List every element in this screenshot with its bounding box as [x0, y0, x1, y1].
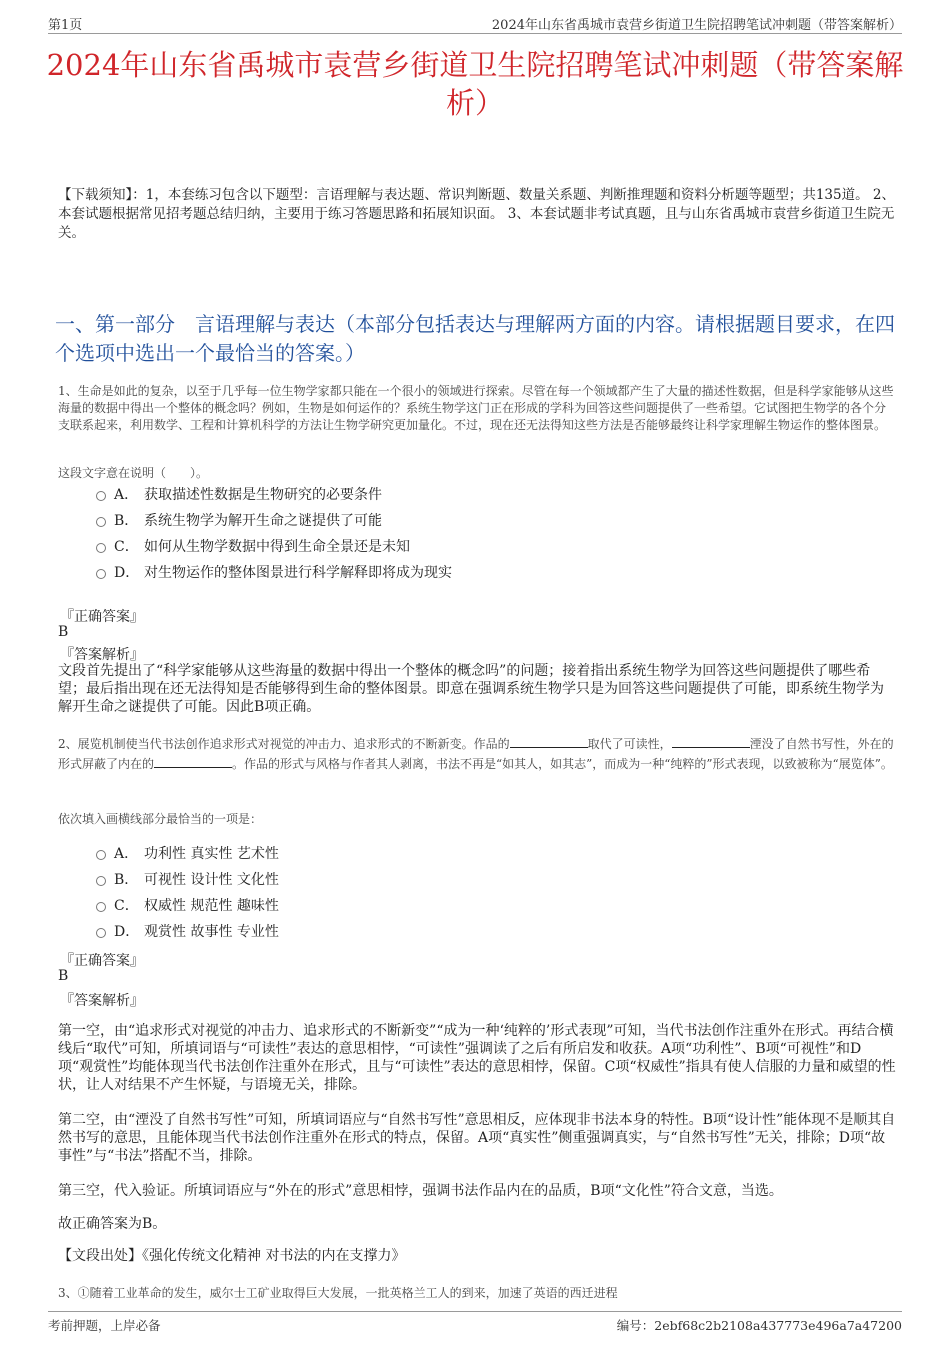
- question-1-analysis: 文段首先提出了“科学家能够从这些海量的数据中得出一个整体的概念吗”的问题；接着指出系统生物学为回答这些问题提供了哪些希望；最后指出现在还无法得知是否能够得到生命的整体图景。即意在强调系统生物学只是为回答这些问题提供了可能，即系统生物学为解开生命之谜提供了可能。因此B项正确。: [58, 663, 884, 715]
- radio-icon[interactable]: [96, 491, 106, 501]
- question-1-options: [96, 481, 452, 585]
- footer-slogan: 考前押题，上岸必备: [48, 1318, 161, 1333]
- analysis-label: 『答案解析』: [60, 993, 144, 1009]
- page-number: 第1页: [48, 18, 83, 33]
- radio-icon[interactable]: [96, 543, 106, 553]
- radio-icon[interactable]: [96, 850, 106, 860]
- page-header: [48, 14, 902, 34]
- fill-blank: [672, 736, 750, 748]
- analysis-label: 『答案解析』: [60, 647, 144, 663]
- question-1-text: 1、生命是如此的复杂，以至于几乎每一位生物学家都只能在一个很小的领域进行探索。尽管在每一个领域都产生了大量的描述性数据，但是科学家能够从这些海量的数据中得出一个整体的概念吗？例如，生物是如何运作的？系统生物学这门正在形成的学科为回答这些问题提供了一些希望。它试图把生物学的各个分支联系起来，利用数学、工程和计算机科学的方法让生物学研究更加量化。不过，现在还无法得知这些方法是否能够最终让科学家理解生物运作的整体图景。: [58, 384, 894, 432]
- radio-icon[interactable]: [96, 928, 106, 938]
- question-2-stem: 依次填入画横线部分最恰当的一项是：: [58, 812, 263, 826]
- question-2-text: 2、展览机制使当代书法创作追求形式对视觉的冲击力、追求形式的不断新变。作品的 取代了可读性， 湮没了自然书写性，外在的形式屏蔽了内在的 。作品的形式与风格与作者其人剥离，书法不再是“如其人，如其志”，而成为一种“纯粹的”形式表现，以致被称为“展览体”。: [58, 737, 894, 771]
- answer-value: B: [58, 968, 69, 984]
- page-footer: [48, 1311, 902, 1333]
- radio-icon[interactable]: [96, 876, 106, 886]
- answer-label: 『正确答案』: [60, 953, 144, 969]
- option-d[interactable]: D． 观赏性 故事性 专业性: [96, 918, 279, 944]
- radio-icon[interactable]: [96, 569, 106, 579]
- option-c[interactable]: C． 如何从生物学数据中得到生命全景还是未知: [96, 533, 452, 559]
- answer-value: B: [58, 624, 69, 640]
- section-heading: 一、第一部分 言语理解与表达（本部分包括表达与理解两方面的内容。请根据题目要求，在四个选项中选出一个最恰当的答案。）: [55, 312, 895, 365]
- option-b[interactable]: B． 系统生物学为解开生命之谜提供了可能: [96, 507, 452, 533]
- question-3-text: 3、①随着工业革命的发生，威尔士工矿业取得巨大发展，一批英格兰工人的到来，加速了英语的西迁进程: [58, 1286, 618, 1300]
- option-a[interactable]: A． 获取描述性数据是生物研究的必要条件: [96, 481, 452, 507]
- question-2-options: [96, 840, 279, 944]
- option-c[interactable]: C． 权威性 规范性 趣味性: [96, 892, 279, 918]
- answer-label: 『正确答案』: [60, 609, 144, 625]
- footer-id: 编号：2ebf68c2b2108a437773e496a7a47200: [616, 1318, 902, 1333]
- document-title: 2024年山东省禹城市袁营乡街道卫生院招聘笔试冲刺题（带答案解析）: [46, 48, 904, 120]
- option-d[interactable]: D． 对生物运作的整体图景进行科学解释即将成为现实: [96, 559, 452, 585]
- analysis-paragraph-1: 第一空，由“追求形式对视觉的冲击力、追求形式的不断新变”“成为一种‘纯粹的’形式表现”可知，当代书法创作注重外在形式。再结合横线后“取代”可知，所填词语与“可读性”表达的意思相悖，“可读性”强调读了之后有所启发和收获。A项“功利性”、B项“可视性”和D项“观赏性”均能体现当代书法创作注重外在形式，且与“可读性”表达的意思相悖，保留。C项“权威性”指具有使人信服的力量和威望的性状，让人对结果不产生怀疑，与语境无关，排除。: [58, 1023, 896, 1093]
- header-title: 2024年山东省禹城市袁营乡街道卫生院招聘笔试冲刺题（带答案解析）: [491, 18, 902, 33]
- radio-icon[interactable]: [96, 902, 106, 912]
- analysis-conclusion: 故正确答案为B。: [58, 1216, 167, 1232]
- download-notice: 【下载须知】：1，本套练习包含以下题型：言语理解与表达题、常识判断题、数量关系题、判断推理题和资料分析题等题型；共135道。 2、本套试题根据常见招考题总结归纳，主要用于练习答题思路和拓展知识面。 3、本套试题非考试真题，且与山东省禹城市袁营乡街道卫生院无关。: [58, 187, 895, 241]
- question-1-stem: 这段文字意在说明（ ）。: [58, 466, 209, 480]
- source-citation: 【文段出处】《强化传统文化精神 对书法的内在支撑力》: [58, 1248, 406, 1264]
- analysis-paragraph-3: 第三空，代入验证。所填词语应与“外在的形式”意思相悖，强调书法作品内在的品质，B项“文化性”符合文意，当选。: [58, 1183, 783, 1199]
- radio-icon[interactable]: [96, 517, 106, 527]
- option-b[interactable]: B． 可视性 设计性 文化性: [96, 866, 279, 892]
- fill-blank: [510, 736, 588, 748]
- fill-blank: [154, 756, 232, 768]
- option-a[interactable]: A． 功利性 真实性 艺术性: [96, 840, 279, 866]
- analysis-paragraph-2: 第二空，由“湮没了自然书写性”可知，所填词语应与“自然书写性”意思相反，应体现非书法本身的特性。B项“设计性”能体现不是顺其自然书写的意思，且能体现当代书法创作注重外在形式的特点，保留。A项“真实性”侧重强调真实，与“自然书写性”无关，排除；D项“故事性”与“书法”搭配不当，排除。: [58, 1112, 896, 1164]
